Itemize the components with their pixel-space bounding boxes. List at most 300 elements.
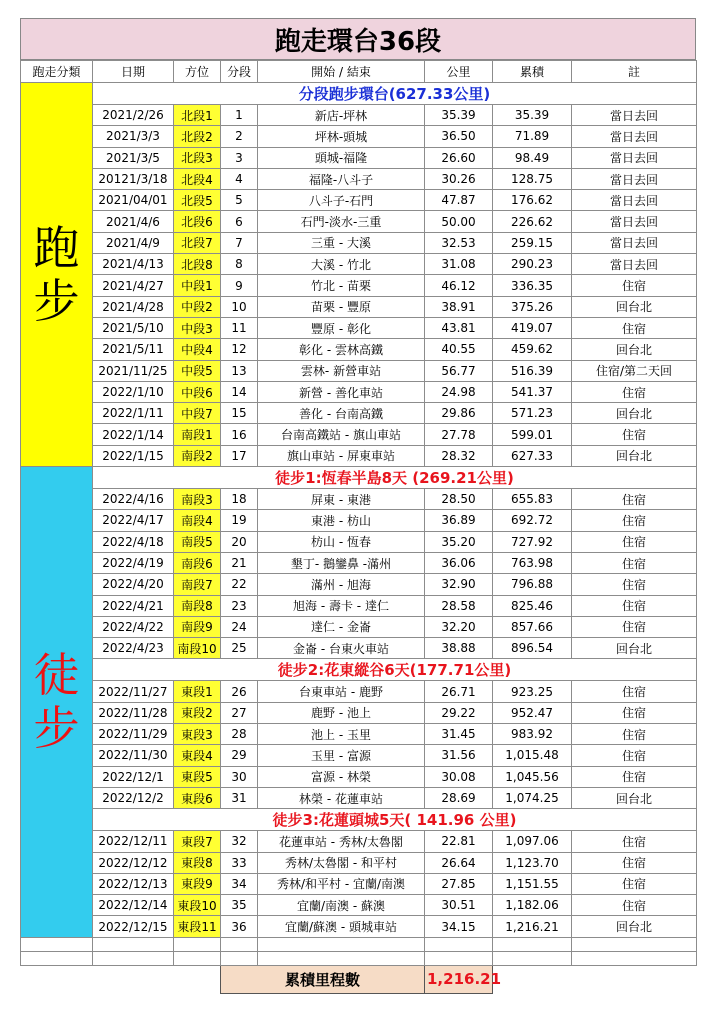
blank-cell xyxy=(258,937,425,951)
total-row xyxy=(21,965,697,993)
date-cell: 2022/12/1 xyxy=(93,766,174,787)
segment-cell: 30 xyxy=(221,766,258,787)
note-cell: 住宿 xyxy=(572,852,697,873)
note-cell: 住宿 xyxy=(572,531,697,552)
direction-cell: 南段6 xyxy=(174,552,221,573)
category-char: 徒 xyxy=(33,647,80,702)
direction-cell: 北段3 xyxy=(174,147,221,168)
direction-cell: 東段4 xyxy=(174,745,221,766)
cumulative-cell: 599.01 xyxy=(493,424,572,445)
date-cell: 2022/12/2 xyxy=(93,787,174,808)
date-cell: 2022/1/15 xyxy=(93,445,174,466)
table-row xyxy=(21,852,697,873)
route-cell: 新店-坪林 xyxy=(258,105,425,126)
column-header: 分段 xyxy=(221,61,258,83)
direction-cell: 中段1 xyxy=(174,275,221,296)
segment-cell: 32 xyxy=(221,831,258,852)
segment-cell: 4 xyxy=(221,168,258,189)
date-cell: 2022/12/12 xyxy=(93,852,174,873)
route-cell: 頭城-福隆 xyxy=(258,147,425,168)
blank-row xyxy=(21,937,697,951)
blank-cell xyxy=(93,937,174,951)
table-row xyxy=(21,724,697,745)
blank-cell xyxy=(493,965,572,993)
route-cell: 旭海 - 壽卡 - 達仁 xyxy=(258,595,425,616)
km-cell: 43.81 xyxy=(425,317,493,338)
cumulative-cell: 98.49 xyxy=(493,147,572,168)
cumulative-cell: 226.62 xyxy=(493,211,572,232)
blank-cell xyxy=(174,937,221,951)
route-cell: 大溪 - 竹北 xyxy=(258,254,425,275)
km-cell: 50.00 xyxy=(425,211,493,232)
route-cell: 坪林-頭城 xyxy=(258,126,425,147)
cumulative-cell: 825.46 xyxy=(493,595,572,616)
note-cell: 住宿/第二天回 xyxy=(572,360,697,381)
direction-cell: 北段4 xyxy=(174,168,221,189)
date-cell: 2021/4/9 xyxy=(93,232,174,253)
direction-cell: 東段1 xyxy=(174,681,221,702)
route-cell: 滿州 - 旭海 xyxy=(258,574,425,595)
km-cell: 46.12 xyxy=(425,275,493,296)
direction-cell: 東段5 xyxy=(174,766,221,787)
cumulative-cell: 459.62 xyxy=(493,339,572,360)
date-cell: 2021/4/27 xyxy=(93,275,174,296)
table-row xyxy=(21,787,697,808)
date-cell: 2022/4/18 xyxy=(93,531,174,552)
table-row xyxy=(21,766,697,787)
route-cell: 八斗子-石門 xyxy=(258,190,425,211)
direction-cell: 南段3 xyxy=(174,489,221,510)
section-heading-row xyxy=(21,659,697,681)
segment-table xyxy=(20,60,697,994)
table-row xyxy=(21,424,697,445)
route-cell: 台南高鐵站 - 旗山車站 xyxy=(258,424,425,445)
date-cell: 2022/4/16 xyxy=(93,489,174,510)
table-row xyxy=(21,296,697,317)
table-row xyxy=(21,895,697,916)
direction-cell: 東段2 xyxy=(174,702,221,723)
date-cell: 2022/1/10 xyxy=(93,381,174,402)
note-cell: 住宿 xyxy=(572,895,697,916)
note-cell: 住宿 xyxy=(572,702,697,723)
direction-cell: 南段10 xyxy=(174,638,221,659)
cumulative-cell: 1,182.06 xyxy=(493,895,572,916)
cumulative-cell: 290.23 xyxy=(493,254,572,275)
total-value: 1,216.21 xyxy=(425,965,493,993)
date-cell: 2022/12/11 xyxy=(93,831,174,852)
segment-cell: 24 xyxy=(221,616,258,637)
km-cell: 26.64 xyxy=(425,852,493,873)
direction-cell: 南段5 xyxy=(174,531,221,552)
section-heading: 徒步3:花蓮頭城5天( 141.96 公里) xyxy=(93,809,697,831)
note-cell: 當日去回 xyxy=(572,168,697,189)
cumulative-cell: 923.25 xyxy=(493,681,572,702)
km-cell: 31.56 xyxy=(425,745,493,766)
table-row xyxy=(21,105,697,126)
note-cell: 住宿 xyxy=(572,317,697,338)
date-cell: 2022/1/11 xyxy=(93,403,174,424)
note-cell: 回台北 xyxy=(572,638,697,659)
direction-cell: 中段6 xyxy=(174,381,221,402)
note-cell: 住宿 xyxy=(572,831,697,852)
blank-cell xyxy=(572,965,697,993)
note-cell: 回台北 xyxy=(572,916,697,937)
km-cell: 28.50 xyxy=(425,489,493,510)
direction-cell: 北段6 xyxy=(174,211,221,232)
direction-cell: 東段7 xyxy=(174,831,221,852)
date-cell: 2021/4/6 xyxy=(93,211,174,232)
km-cell: 26.71 xyxy=(425,681,493,702)
route-cell: 屏東 - 東港 xyxy=(258,489,425,510)
table-row xyxy=(21,403,697,424)
cumulative-cell: 71.89 xyxy=(493,126,572,147)
route-cell: 台東車站 - 鹿野 xyxy=(258,681,425,702)
route-cell: 福隆-八斗子 xyxy=(258,168,425,189)
cumulative-cell: 1,074.25 xyxy=(493,787,572,808)
table-row xyxy=(21,616,697,637)
category-char: 步 xyxy=(33,700,80,755)
km-cell: 24.98 xyxy=(425,381,493,402)
km-cell: 34.15 xyxy=(425,916,493,937)
note-cell: 當日去回 xyxy=(572,254,697,275)
cumulative-cell: 336.35 xyxy=(493,275,572,296)
note-cell: 住宿 xyxy=(572,552,697,573)
table-row xyxy=(21,381,697,402)
segment-cell: 27 xyxy=(221,702,258,723)
segment-cell: 21 xyxy=(221,552,258,573)
note-cell: 住宿 xyxy=(572,745,697,766)
km-cell: 29.22 xyxy=(425,702,493,723)
table-row xyxy=(21,510,697,531)
column-header: 開始 / 結束 xyxy=(258,61,425,83)
cumulative-cell: 516.39 xyxy=(493,360,572,381)
date-cell: 2022/12/13 xyxy=(93,873,174,894)
segment-cell: 8 xyxy=(221,254,258,275)
km-cell: 30.08 xyxy=(425,766,493,787)
segment-cell: 14 xyxy=(221,381,258,402)
date-cell: 2021/4/13 xyxy=(93,254,174,275)
segment-cell: 25 xyxy=(221,638,258,659)
blank-cell xyxy=(572,937,697,951)
cumulative-cell: 727.92 xyxy=(493,531,572,552)
table-row xyxy=(21,552,697,573)
segment-cell: 26 xyxy=(221,681,258,702)
table-row xyxy=(21,574,697,595)
section-heading-row xyxy=(21,809,697,831)
segment-cell: 1 xyxy=(221,105,258,126)
blank-cell xyxy=(174,951,221,965)
column-header: 日期 xyxy=(93,61,174,83)
blank-cell xyxy=(493,937,572,951)
table-row xyxy=(21,489,697,510)
blank-cell xyxy=(425,937,493,951)
segment-cell: 28 xyxy=(221,724,258,745)
segment-cell: 31 xyxy=(221,787,258,808)
date-cell: 2021/2/26 xyxy=(93,105,174,126)
direction-cell: 東段8 xyxy=(174,852,221,873)
km-cell: 31.08 xyxy=(425,254,493,275)
note-cell: 回台北 xyxy=(572,787,697,808)
segment-cell: 20 xyxy=(221,531,258,552)
date-cell: 2022/4/22 xyxy=(93,616,174,637)
route-cell: 宜蘭/南澳 - 蘇澳 xyxy=(258,895,425,916)
note-cell: 當日去回 xyxy=(572,147,697,168)
note-cell: 當日去回 xyxy=(572,190,697,211)
direction-cell: 北段1 xyxy=(174,105,221,126)
table-row xyxy=(21,745,697,766)
table-row xyxy=(21,211,697,232)
route-cell: 石門-淡水-三重 xyxy=(258,211,425,232)
date-cell: 2021/11/25 xyxy=(93,360,174,381)
km-cell: 36.06 xyxy=(425,552,493,573)
km-cell: 27.85 xyxy=(425,873,493,894)
category-run xyxy=(21,83,93,467)
note-cell: 住宿 xyxy=(572,489,697,510)
date-cell: 2022/11/30 xyxy=(93,745,174,766)
km-cell: 29.86 xyxy=(425,403,493,424)
direction-cell: 中段4 xyxy=(174,339,221,360)
direction-cell: 中段5 xyxy=(174,360,221,381)
cumulative-cell: 857.66 xyxy=(493,616,572,637)
km-cell: 30.51 xyxy=(425,895,493,916)
blank-cell xyxy=(21,965,93,993)
note-cell: 住宿 xyxy=(572,275,697,296)
direction-cell: 北段8 xyxy=(174,254,221,275)
blank-cell xyxy=(221,937,258,951)
table-row xyxy=(21,190,697,211)
cumulative-cell: 35.39 xyxy=(493,105,572,126)
route-cell: 東港 - 枋山 xyxy=(258,510,425,531)
route-cell: 豐原 - 彰化 xyxy=(258,317,425,338)
direction-cell: 中段7 xyxy=(174,403,221,424)
km-cell: 28.58 xyxy=(425,595,493,616)
date-cell: 2022/4/21 xyxy=(93,595,174,616)
cumulative-cell: 896.54 xyxy=(493,638,572,659)
date-cell: 2022/4/23 xyxy=(93,638,174,659)
km-cell: 38.88 xyxy=(425,638,493,659)
segment-cell: 9 xyxy=(221,275,258,296)
segment-cell: 34 xyxy=(221,873,258,894)
direction-cell: 東段3 xyxy=(174,724,221,745)
cumulative-cell: 796.88 xyxy=(493,574,572,595)
segment-cell: 2 xyxy=(221,126,258,147)
blank-cell xyxy=(425,951,493,965)
km-cell: 28.69 xyxy=(425,787,493,808)
table-row xyxy=(21,126,697,147)
date-cell: 2022/11/29 xyxy=(93,724,174,745)
route-cell: 秀林/和平村 - 宜蘭/南澳 xyxy=(258,873,425,894)
note-cell: 住宿 xyxy=(572,873,697,894)
segment-cell: 16 xyxy=(221,424,258,445)
route-cell: 池上 - 玉里 xyxy=(258,724,425,745)
blank-cell xyxy=(93,951,174,965)
note-cell: 住宿 xyxy=(572,424,697,445)
cumulative-cell: 128.75 xyxy=(493,168,572,189)
table-row xyxy=(21,254,697,275)
date-cell: 2021/4/28 xyxy=(93,296,174,317)
route-cell: 金崙 - 台東火車站 xyxy=(258,638,425,659)
km-cell: 22.81 xyxy=(425,831,493,852)
note-cell: 回台北 xyxy=(572,296,697,317)
note-cell: 當日去回 xyxy=(572,232,697,253)
category-char: 步 xyxy=(33,273,80,328)
segment-cell: 5 xyxy=(221,190,258,211)
table-row xyxy=(21,916,697,937)
table-row xyxy=(21,681,697,702)
segment-cell: 33 xyxy=(221,852,258,873)
segment-cell: 19 xyxy=(221,510,258,531)
column-header: 累積 xyxy=(493,61,572,83)
direction-cell: 南段9 xyxy=(174,616,221,637)
cumulative-cell: 375.26 xyxy=(493,296,572,317)
direction-cell: 北段2 xyxy=(174,126,221,147)
direction-cell: 北段7 xyxy=(174,232,221,253)
direction-cell: 南段2 xyxy=(174,445,221,466)
route-cell: 竹北 - 苗栗 xyxy=(258,275,425,296)
direction-cell: 東段10 xyxy=(174,895,221,916)
note-cell: 住宿 xyxy=(572,681,697,702)
category-char: 跑 xyxy=(33,220,80,275)
direction-cell: 南段8 xyxy=(174,595,221,616)
km-cell: 32.90 xyxy=(425,574,493,595)
date-cell: 2022/4/17 xyxy=(93,510,174,531)
km-cell: 35.20 xyxy=(425,531,493,552)
route-cell: 鹿野 - 池上 xyxy=(258,702,425,723)
table-row xyxy=(21,232,697,253)
section-heading: 徒步1:恆春半島8天 (269.21公里) xyxy=(93,467,697,489)
blank-cell xyxy=(572,951,697,965)
route-cell: 達仁 - 金崙 xyxy=(258,616,425,637)
route-cell: 新營 - 善化車站 xyxy=(258,381,425,402)
date-cell: 2022/1/14 xyxy=(93,424,174,445)
cumulative-cell: 1,045.56 xyxy=(493,766,572,787)
note-cell: 住宿 xyxy=(572,381,697,402)
blank-cell xyxy=(21,951,93,965)
segment-cell: 35 xyxy=(221,895,258,916)
direction-cell: 南段4 xyxy=(174,510,221,531)
cumulative-cell: 692.72 xyxy=(493,510,572,531)
cumulative-cell: 1,097.06 xyxy=(493,831,572,852)
direction-cell: 南段1 xyxy=(174,424,221,445)
note-cell: 回台北 xyxy=(572,339,697,360)
column-header: 註 xyxy=(572,61,697,83)
date-cell: 2022/12/14 xyxy=(93,895,174,916)
cumulative-cell: 952.47 xyxy=(493,702,572,723)
segment-cell: 22 xyxy=(221,574,258,595)
km-cell: 56.77 xyxy=(425,360,493,381)
km-cell: 27.78 xyxy=(425,424,493,445)
table-row xyxy=(21,168,697,189)
km-cell: 28.32 xyxy=(425,445,493,466)
route-cell: 旗山車站 - 屏東車站 xyxy=(258,445,425,466)
direction-cell: 中段3 xyxy=(174,317,221,338)
segment-cell: 3 xyxy=(221,147,258,168)
direction-cell: 東段6 xyxy=(174,787,221,808)
table-row xyxy=(21,147,697,168)
date-cell: 2022/4/20 xyxy=(93,574,174,595)
segment-cell: 11 xyxy=(221,317,258,338)
km-cell: 26.60 xyxy=(425,147,493,168)
cumulative-cell: 571.23 xyxy=(493,403,572,424)
date-cell: 2021/5/11 xyxy=(93,339,174,360)
section-heading: 徒步2:花東縱谷6天(177.71公里) xyxy=(93,659,697,681)
route-cell: 善化 - 台南高鐵 xyxy=(258,403,425,424)
table-row xyxy=(21,317,697,338)
date-cell: 2022/12/15 xyxy=(93,916,174,937)
blank-cell xyxy=(221,951,258,965)
cumulative-cell: 983.92 xyxy=(493,724,572,745)
cumulative-cell: 1,123.70 xyxy=(493,852,572,873)
cumulative-cell: 1,216.21 xyxy=(493,916,572,937)
route-cell: 枋山 - 恆春 xyxy=(258,531,425,552)
note-cell: 住宿 xyxy=(572,616,697,637)
route-cell: 雲林- 新營車站 xyxy=(258,360,425,381)
page-title: 跑走環台36段 xyxy=(20,18,696,60)
segment-cell: 10 xyxy=(221,296,258,317)
total-label: 累積里程數 xyxy=(221,965,425,993)
note-cell: 住宿 xyxy=(572,766,697,787)
cumulative-cell: 259.15 xyxy=(493,232,572,253)
direction-cell: 中段2 xyxy=(174,296,221,317)
segment-cell: 7 xyxy=(221,232,258,253)
section-heading-row xyxy=(21,467,697,489)
km-cell: 38.91 xyxy=(425,296,493,317)
segment-cell: 6 xyxy=(221,211,258,232)
date-cell: 2021/04/01 xyxy=(93,190,174,211)
table-row xyxy=(21,873,697,894)
direction-cell: 東段11 xyxy=(174,916,221,937)
date-cell: 2021/3/3 xyxy=(93,126,174,147)
direction-cell: 北段5 xyxy=(174,190,221,211)
cumulative-cell: 763.98 xyxy=(493,552,572,573)
column-header: 方位 xyxy=(174,61,221,83)
segment-cell: 29 xyxy=(221,745,258,766)
date-cell: 2021/5/10 xyxy=(93,317,174,338)
route-cell: 墾丁- 鵝鑾鼻 -滿州 xyxy=(258,552,425,573)
km-cell: 31.45 xyxy=(425,724,493,745)
route-cell: 宜蘭/蘇澳 - 頭城車站 xyxy=(258,916,425,937)
note-cell: 當日去回 xyxy=(572,126,697,147)
date-cell: 2022/4/19 xyxy=(93,552,174,573)
column-header: 公里 xyxy=(425,61,493,83)
date-cell: 2021/3/5 xyxy=(93,147,174,168)
blank-cell xyxy=(493,951,572,965)
route-cell: 富源 - 林榮 xyxy=(258,766,425,787)
blank-cell xyxy=(174,965,221,993)
note-cell: 住宿 xyxy=(572,724,697,745)
route-cell: 苗栗 - 豐原 xyxy=(258,296,425,317)
table-row xyxy=(21,339,697,360)
km-cell: 35.39 xyxy=(425,105,493,126)
table-row xyxy=(21,360,697,381)
direction-cell: 東段9 xyxy=(174,873,221,894)
cumulative-cell: 655.83 xyxy=(493,489,572,510)
table-row xyxy=(21,595,697,616)
route-cell: 三重 - 大溪 xyxy=(258,232,425,253)
km-cell: 47.87 xyxy=(425,190,493,211)
note-cell: 回台北 xyxy=(572,445,697,466)
table-row xyxy=(21,638,697,659)
note-cell: 住宿 xyxy=(572,595,697,616)
blank-cell xyxy=(93,965,174,993)
cumulative-cell: 541.37 xyxy=(493,381,572,402)
cumulative-cell: 1,151.55 xyxy=(493,873,572,894)
km-cell: 30.26 xyxy=(425,168,493,189)
segment-cell: 15 xyxy=(221,403,258,424)
segment-cell: 12 xyxy=(221,339,258,360)
note-cell: 回台北 xyxy=(572,403,697,424)
route-cell: 玉里 - 富源 xyxy=(258,745,425,766)
